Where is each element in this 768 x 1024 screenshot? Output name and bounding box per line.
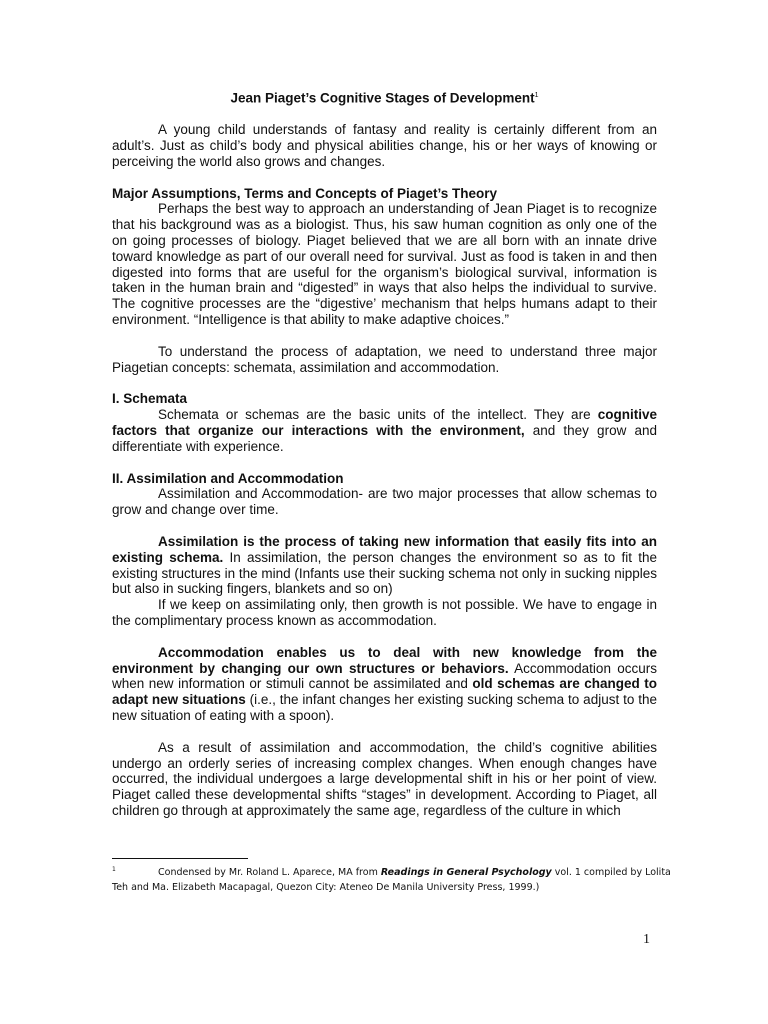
title-footnote-mark[interactable]: 1 [534,92,539,99]
title-text: Jean Piaget’s Cognitive Stages of Development [230,90,535,106]
footnote [112,862,672,895]
footnote-text-a: Condensed by Mr. Roland L. Aparece, MA from [158,867,381,879]
document-title [112,88,657,106]
accommodation-text-end: (i.e., the infant changes her existing sucking schema to adjust to the new situation of eating with a spoon). [112,692,657,723]
footnote-text-b: vol. 1 compiled by Lolita Teh and Ma. Elizabeth Macapagal, Quezon City: Ateneo De Manila University Press, 1999.) [112,867,671,894]
accommodation-paragraph [112,645,657,724]
accommodation-definition: Accommodation enables us to deal with new knowledge from the environment by changing our own structures or behaviors. [112,644,657,676]
footnote-divider [112,858,248,859]
assimilation-definition: Assimilation is the process of taking new information that easily fits into an existing schema. [112,534,657,565]
page-number: 1 [643,932,650,947]
assimilation-paragraph-1: Assimilation and Accommodation- are two major processes that allow schemas to grow and change over time. [112,486,657,518]
document-body [112,88,657,819]
footnote-mark: 1 [112,866,116,873]
footnote-mark-wrap [112,862,158,880]
schemata-text-a: Schemata or schemas are the basic units of the intellect. They are [158,407,598,423]
section-heading-major: Major Assumptions, Terms and Concepts of Piaget’s Theory [112,185,498,201]
major-paragraph-1: Perhaps the best way to approach an understanding of Jean Piaget is to recognize that his background was as a biologist. Thus, his saw human cognition as only one of the on going processes of biology. Piaget believed that we are all born with an innate drive toward knowledge as part of our overall need for survival. Just as food is taken in and then digested into forms that are useful for the organism’s biological survival, information is taken in the human brain and “digested” in ways that also helps the individual to survive. The cognitive processes are the “digestive’ mechanism that helps humans adapt to their environment. “Intelligence is that ability to make adaptive choices.” [112,201,657,328]
schemata-paragraph [112,407,657,454]
schemata-text-b: and they grow and differentiate with experience. [112,423,657,454]
accommodation-bold-2: old schemas are changed to adapt new situations [112,676,657,708]
major-paragraph-2: To understand the process of adaptation, we need to understand three major Piagetian concepts: schemata, assimilation and accommodation. [112,343,657,375]
section-heading-schemata: I. Schemata [112,391,188,407]
footnote-book-title: Readings in General Psychology [380,867,552,879]
accommodation-text-mid: Accommodation occurs when new information or stimuli cannot be assimilated and [112,660,658,692]
schemata-text-bold: cognitive factors that organize our interactions with the environment, [112,407,657,439]
intro-paragraph: A young child understands of fantasy and reality is certainly different from an adult’s. Just as child’s body and physical abilities change, his or her ways of knowing or perceiving the world also grows and changes. [112,122,657,169]
section-heading-assimilation: II. Assimilation and Accommodation [112,470,344,486]
stages-paragraph: As a result of assimilation and accommodation, the child’s cognitive abilities undergo an orderly series of increasing complex changes. When enough changes have occurred, the individual undergoes a large developmental shift in his or her point of view. Piaget called these developmental shifts “stages” in development. According to Piaget, all children go through at approximately the same age, regardless of the culture in which [112,739,657,818]
assimilation-paragraph-2 [112,534,657,597]
assimilation-paragraph-3: If we keep on assimilating only, then growth is not possible. We have to engage in the complimentary process known as accommodation. [112,597,657,629]
assimilation-explanation: In assimilation, the person changes the environment so as to fit the existing structures in the mind (Infants use their sucking schema not only in sucking nipples but also in sucking fingers, blankets and so on) [112,549,657,597]
